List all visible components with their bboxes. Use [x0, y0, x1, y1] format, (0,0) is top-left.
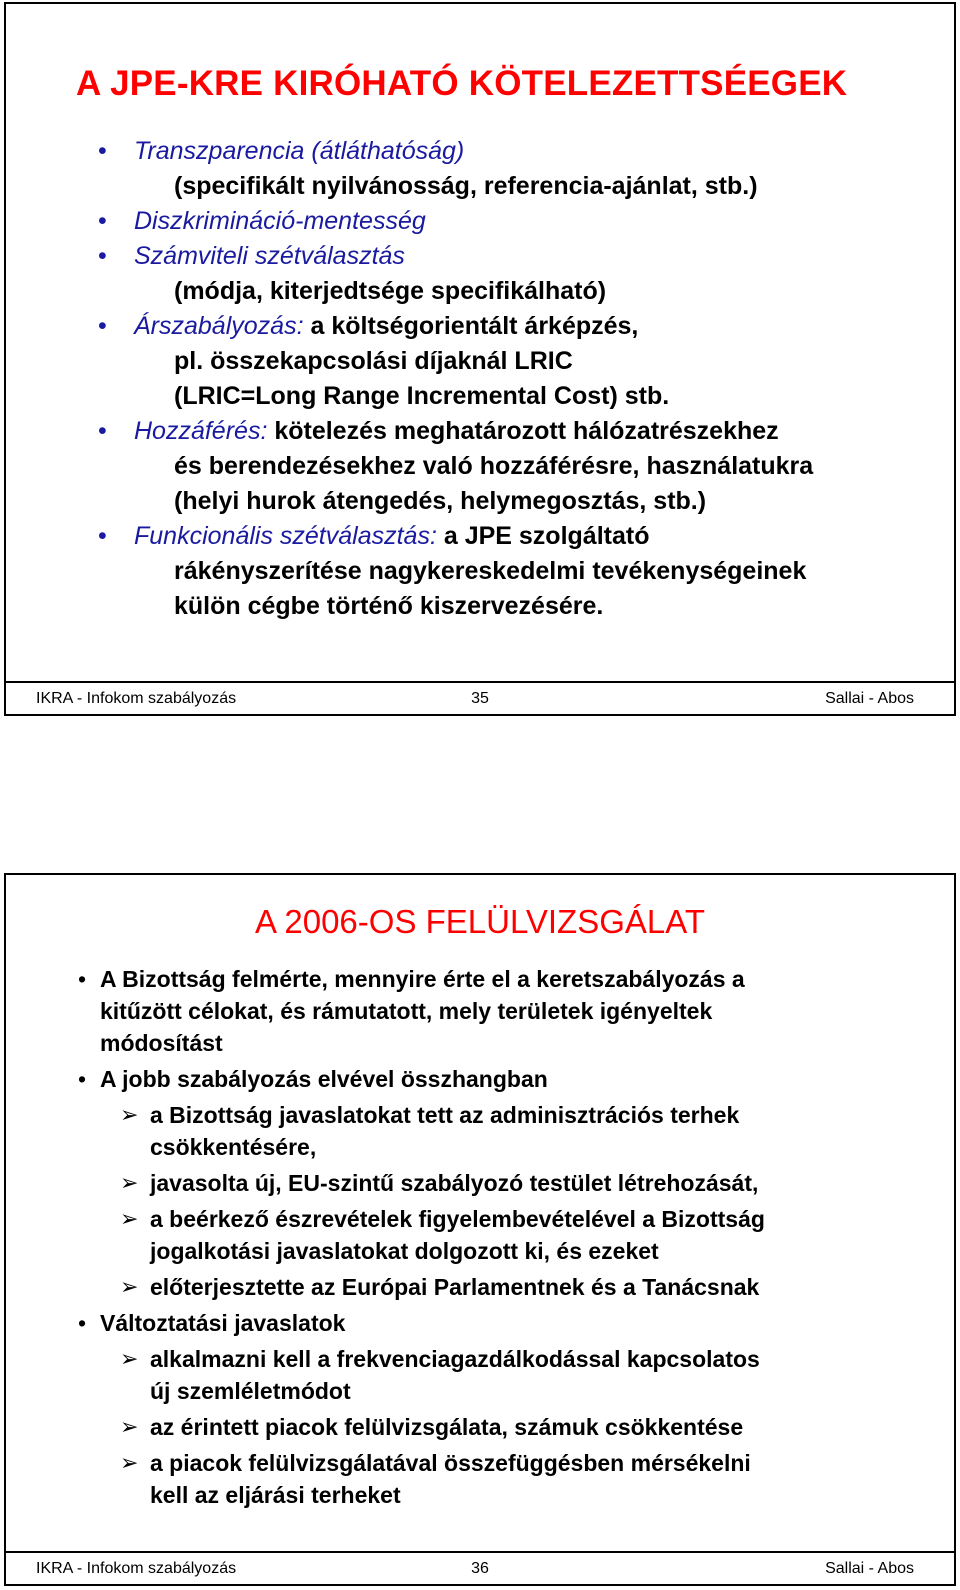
bullet-line: csökkentésére, — [150, 1134, 317, 1160]
bullet-item — [90, 134, 950, 204]
sub-bullet-item — [74, 1271, 934, 1303]
bullet-line: javasolta új, EU-szintű szabályozó testület létrehozását, — [150, 1170, 759, 1196]
bullet-line: A jobb szabályozás elvével összhangban — [100, 1066, 548, 1092]
bullet-term: Számviteli szétválasztás — [134, 242, 405, 270]
bullet-icon: • — [98, 312, 107, 340]
bullet-term: Árszabályozás: — [134, 312, 304, 340]
bullet-list — [90, 134, 950, 624]
bullet-item — [74, 1063, 934, 1095]
arrow-bullet-icon: ➢ — [120, 1102, 139, 1127]
bullet-term: Transzparencia (átláthatóság) — [134, 137, 465, 165]
sub-bullet-item — [74, 1167, 934, 1199]
bullet-icon: • — [78, 1066, 87, 1092]
bullet-line: kitűzött célokat, és rámutatott, mely területek igényeltek — [100, 998, 713, 1024]
bullet-icon: • — [98, 207, 107, 235]
footer-page-number: 36 — [471, 1560, 489, 1577]
arrow-bullet-icon: ➢ — [120, 1170, 139, 1195]
bullet-continuation: rákényszerítése nagykereskedelmi tevékenységeinek — [174, 557, 807, 585]
slide-title: A JPE-KRE KIRÓHATÓ KÖTELEZETTSÉEGEK — [76, 64, 848, 103]
bullet-text: a költségorientált árképzés, — [303, 312, 639, 340]
bullet-icon: • — [98, 242, 107, 270]
bullet-item — [90, 204, 950, 239]
arrow-bullet-icon: ➢ — [120, 1450, 139, 1475]
bullet-item — [90, 309, 950, 414]
bullet-icon: • — [98, 522, 107, 550]
bullet-line: jogalkotási javaslatokat dolgozott ki, és ezeket — [150, 1238, 659, 1264]
bullet-line: a piacok felülvizsgálatával összefüggésben mérsékelni — [150, 1450, 751, 1476]
bullet-item — [90, 519, 950, 624]
bullet-term: Hozzáférés: — [134, 417, 268, 445]
arrow-bullet-icon: ➢ — [120, 1414, 139, 1439]
slide-footer — [6, 681, 954, 714]
bullet-term: Funkcionális szétválasztás: — [134, 522, 437, 550]
bullet-icon: • — [78, 1310, 87, 1336]
bullet-line: módosítást — [100, 1030, 223, 1056]
sub-bullet-item — [74, 1343, 934, 1407]
bullet-line: a beérkező észrevételek figyelembevételével a Bizottság — [150, 1206, 765, 1232]
bullet-term: Diszkrimináció-mentesség — [134, 207, 426, 235]
footer-course: IKRA - Infokom szabályozás — [36, 1560, 237, 1577]
bullet-item — [90, 239, 950, 309]
footer-author: Sallai - Abos — [825, 690, 914, 707]
bullet-icon: • — [98, 137, 107, 165]
footer-page-number: 35 — [471, 690, 489, 707]
bullet-item — [74, 1307, 934, 1339]
bullet-item — [74, 963, 934, 1059]
bullet-continuation: (specifikált nyilvánosság, referencia-ajánlat, stb.) — [174, 172, 758, 200]
bullet-line: Változtatási javaslatok — [100, 1310, 346, 1336]
bullet-continuation: (helyi hurok átengedés, helymegosztás, stb.) — [174, 487, 707, 515]
bullet-line: kell az eljárási terheket — [150, 1482, 401, 1508]
bullet-text: kötelezés meghatározott hálózatrészekhez — [267, 417, 779, 445]
bullet-line: az érintett piacok felülvizsgálata, számuk csökkentése — [150, 1414, 744, 1440]
sub-bullet-item — [74, 1203, 934, 1267]
bullet-line: a Bizottság javaslatokat tett az adminisztrációs terhek — [150, 1102, 740, 1128]
sub-bullet-item — [74, 1447, 934, 1511]
bullet-text: a JPE szolgáltató — [436, 522, 650, 550]
bullet-item — [90, 414, 950, 519]
arrow-bullet-icon: ➢ — [120, 1274, 139, 1299]
bullet-continuation: és berendezésekhez való hozzáférésre, használatukra — [174, 452, 814, 480]
bullet-line: A Bizottság felmérte, mennyire érte el a keretszabályozás a — [100, 966, 745, 992]
slide-footer — [6, 1551, 954, 1584]
bullet-icon: • — [78, 966, 87, 992]
arrow-bullet-icon: ➢ — [120, 1346, 139, 1371]
sub-bullet-item — [74, 1411, 934, 1443]
bullet-list — [74, 963, 934, 1515]
sub-bullet-item — [74, 1099, 934, 1163]
footer-author: Sallai - Abos — [825, 1560, 914, 1577]
slide-35 — [4, 2, 956, 716]
bullet-line: alkalmazni kell a frekvenciagazdálkodással kapcsolatos — [150, 1346, 760, 1372]
slide-title: A 2006-OS FELÜLVIZSGÁLAT — [255, 903, 705, 940]
slide-36 — [4, 873, 956, 1586]
bullet-continuation: (módja, kiterjedtsége specifikálható) — [174, 277, 607, 305]
bullet-line: előterjesztette az Európai Parlamentnek és a Tanácsnak — [150, 1274, 760, 1300]
bullet-continuation: külön cégbe történő kiszervezésére. — [174, 592, 604, 620]
footer-course: IKRA - Infokom szabályozás — [36, 690, 237, 707]
arrow-bullet-icon: ➢ — [120, 1206, 139, 1231]
bullet-line: új szemléletmódot — [150, 1378, 351, 1404]
bullet-continuation: (LRIC=Long Range Incremental Cost) stb. — [174, 382, 670, 410]
bullet-icon: • — [98, 417, 107, 445]
bullet-continuation: pl. összekapcsolási díjaknál LRIC — [174, 347, 573, 375]
